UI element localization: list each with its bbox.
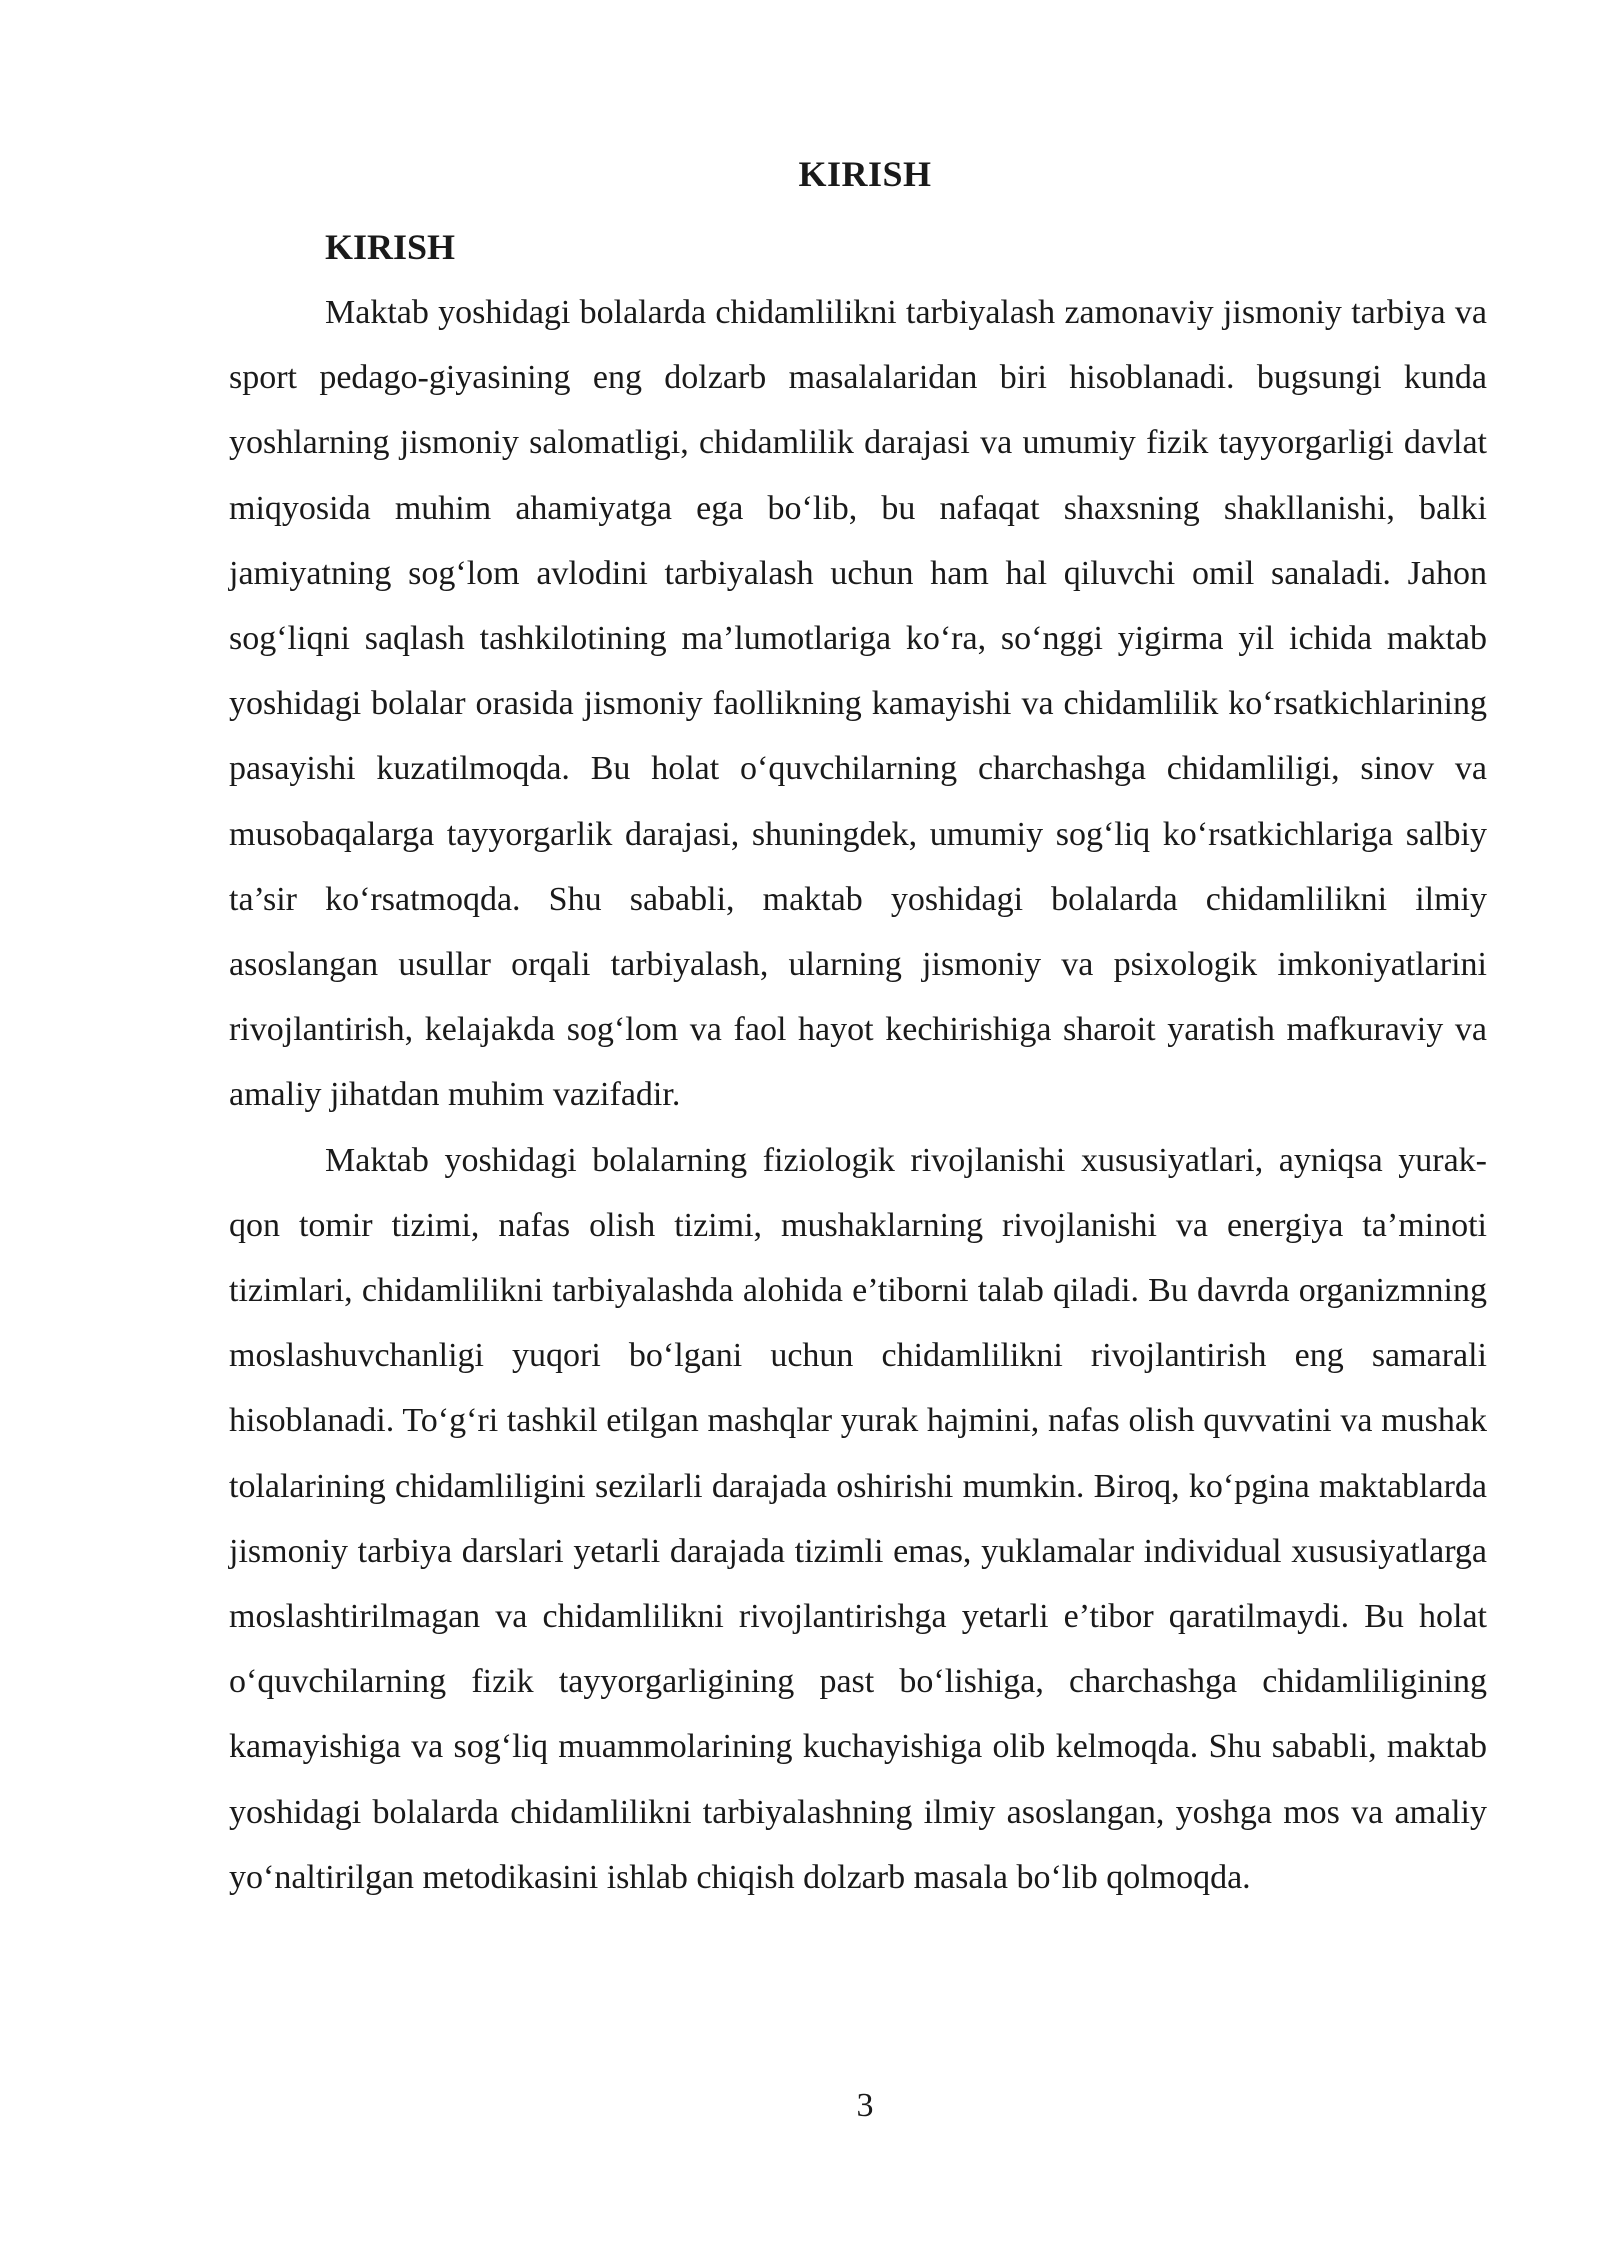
paragraph-2: Maktab yoshidagi bolalarning fiziologik rivojlanishi xususiyatlari, ayniqsa yurak-qon tomir tizimi, nafas olish tizimi, mushaklarning rivojlanishi va energiya ta’minoti tizimlari, chidamlilikni tarbiyalashda alohida e’tiborni talab qiladi. Bu davrda organizmning moslashuvchanligi yuqori bo‘lgani uchun chidamlilikni rivojlantirish eng samarali hisoblanadi. To‘g‘ri tashkil etilgan mashqlar yurak hajmini, nafas olish quvvatini va mushak tolalarining chidamliligini sezilarli darajada oshirishi mumkin. Biroq, ko‘pgina maktablarda jismoniy tarbiya darslari yetarli darajada tizimli emas, yuklamalar individual xususiyatlarga moslashtirilmagan va chidamlilikni rivojlantirishga yetarli e’tibor qaratilmaydi. Bu holat o‘quvchilarning fizik tayyorgarligining past bo‘lishiga, charchashga chidamliligining kamayishiga va sog‘liq muammolarining kuchayishiga olib kelmoqda. Shu sababli, maktab yoshidagi bolalarda chidamlilikni tarbiyalashning ilmiy asoslangan, yoshga mos va amaliy yo‘naltirilgan metodikasini ishlab chiqish dolzarb masala bo‘lib qolmoqda.: [229, 1141, 1487, 1896]
body-text: [229, 215, 1487, 1910]
page-number: 3: [856, 2087, 874, 2124]
section-heading: KIRISH: [325, 227, 456, 267]
page-title: KIRISH: [798, 154, 932, 194]
paragraph-1: Maktab yoshidagi bolalarda chidamlilikni tarbiyalash zamonaviy jismoniy tarbiya va sport pedago-giyasining eng dolzarb masalalaridan biri hisoblanadi. bugsungi kunda yoshlarning jismoniy salomatligi, chidamlilik darajasi va umumiy fizik tayyorgarligi davlat miqyosida muhim ahamiyatga ega bo‘lib, bu nafaqat shaxsning shakllanishi, balki jamiyatning sog‘lom avlodini tarbiyalash uchun ham hal qiluvchi omil sanaladi. Jahon sog‘liqni saqlash tashkilotining ma’lumotlariga ko‘ra, so‘nggi yigirma yil ichida maktab yoshidagi bolalar orasida jismoniy faollikning kamayishi va chidamlilik ko‘rsatkichlarining pasayishi kuzatilmoqda. Bu holat o‘quvchilarning charchashga chidamliligi, sinov va musobaqalarga tayyorgarlik darajasi, shuningdek, umumiy sog‘liq ko‘rsatkichlariga salbiy ta’sir ko‘rsatmoqda. Shu sababli, maktab yoshidagi bolalarda chidamlilikni ilmiy asoslangan usullar orqali tarbiyalash, ularning jismoniy va psixologik imkoniyatlarini rivojlantirish, kelajakda sog‘lom va faol hayot kechirishiga sharoit yaratish mafkuraviy va amaliy jihatdan muhim vazifadir.: [229, 294, 1487, 1114]
